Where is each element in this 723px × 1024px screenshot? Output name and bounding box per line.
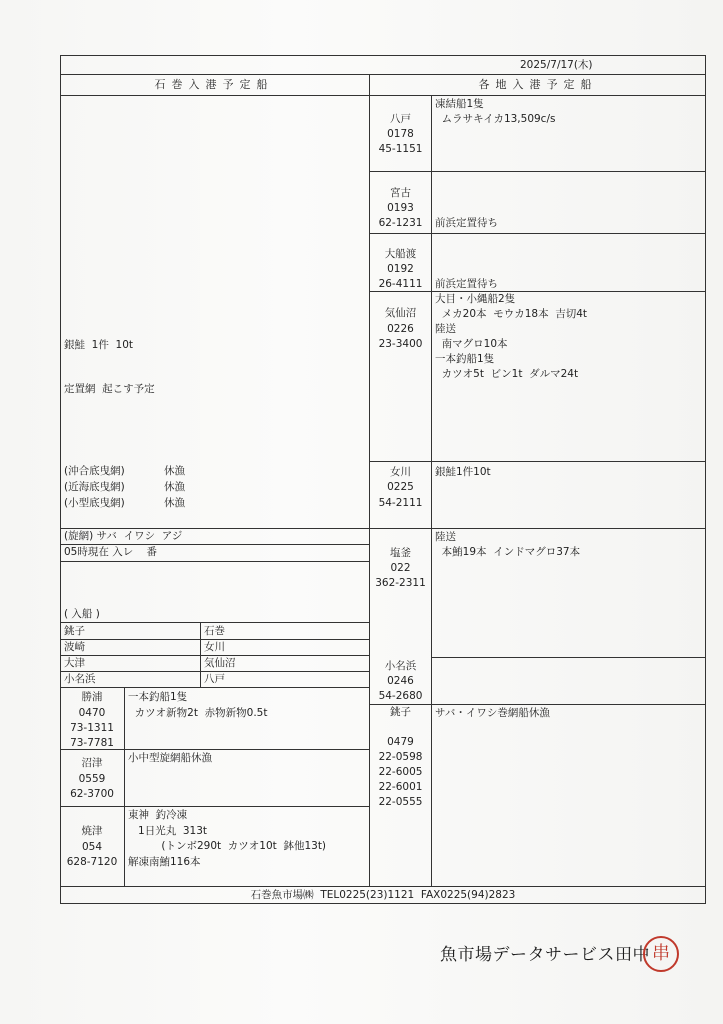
trawl-status: 休漁 (164, 481, 185, 493)
port-note: 南マグロ10本 (435, 338, 508, 350)
port-note: 東神 釣冷凍 (128, 809, 188, 821)
port-note: 一本釣船1隻 (128, 691, 188, 703)
arrival-port: 大津 (64, 657, 85, 669)
divider (60, 561, 369, 562)
arrival-port: 八戸 (204, 673, 225, 685)
port-name-onagawa: 女川 (390, 466, 411, 478)
silver-salmon-line: 銀鮭 1件 10t (64, 339, 134, 351)
trawl-label: (小型底曳網) (64, 497, 125, 509)
port-note: 解凍南鮪116本 (128, 856, 201, 868)
port-phone: 054 (81, 841, 103, 853)
port-note: 本鮪19本 インドマグロ37本 (435, 546, 581, 558)
port-name-shiogama: 塩釜 (390, 547, 411, 559)
port-phone: 22-0555 (378, 796, 423, 808)
port-name-ofunato: 大船渡 (384, 248, 417, 260)
brand-signature: 魚市場データサービス田中 (440, 945, 650, 965)
port-note: 前浜定置待ち (435, 217, 498, 229)
port-phone: 22-0598 (378, 751, 423, 763)
port-note: サバ・イワシ巻網船休漁 (435, 707, 550, 719)
port-phone: 362-2311 (375, 577, 426, 589)
port-phone: 26-4111 (378, 278, 423, 290)
port-note: メカ20本 モウカ18本 吉切4t (435, 308, 588, 320)
trawl-label: (沖合底曳網) (64, 465, 125, 477)
divider (60, 749, 369, 750)
port-column-divider (431, 95, 432, 887)
local-port-divider (124, 687, 125, 887)
divider (60, 622, 369, 623)
divider (60, 886, 706, 887)
port-phone: 45-1151 (378, 143, 423, 155)
regional-header: 各地入港予定船 (478, 78, 598, 91)
port-name-hachinohe: 八戸 (390, 113, 411, 125)
time-status-line: 05時現在 入レ 番 (64, 546, 158, 558)
set-net-line: 定置網 起こす予定 (64, 383, 155, 395)
port-phone: 62-1231 (378, 217, 423, 229)
port-name-numazu: 沼津 (81, 757, 103, 769)
port-note: 小中型旋網船休漁 (128, 752, 212, 764)
port-phone: 23-3400 (378, 338, 423, 350)
seal-stamp: 串 (643, 936, 679, 972)
port-phone: 54-2111 (378, 497, 423, 509)
port-phone: 0193 (387, 202, 414, 214)
divider (369, 528, 706, 529)
divider (60, 95, 706, 96)
port-phone: 0246 (387, 675, 414, 687)
port-note: 大目・小縄船2隻 (435, 293, 516, 305)
port-phone: 0192 (387, 263, 414, 275)
trawl-status: 休漁 (164, 465, 185, 477)
port-name-miyako: 宮古 (390, 187, 411, 199)
arrival-port: 小名浜 (64, 673, 96, 685)
port-phone: 22-6001 (378, 781, 423, 793)
port-phone: 54-2680 (378, 690, 423, 702)
port-phone: 0470 (78, 707, 106, 719)
port-phone: 628-7120 (66, 856, 118, 868)
port-note: 陸送 (435, 323, 456, 335)
port-name-yaizu: 焼津 (81, 825, 103, 837)
arrival-port: 波崎 (64, 641, 85, 653)
port-phone: 0479 (387, 736, 414, 748)
arrival-port: 女川 (204, 641, 225, 653)
divider (60, 806, 369, 807)
port-phone: 0178 (387, 128, 414, 140)
arrival-port: 銚子 (64, 625, 85, 637)
divider (431, 657, 706, 658)
port-name-kesennuma: 気仙沼 (384, 307, 417, 319)
divider (369, 291, 706, 292)
port-note: 銀鮭1件10t (435, 466, 491, 478)
port-name-choshi: 銚子 (390, 706, 411, 718)
port-note: 一本釣船1隻 (435, 353, 495, 365)
port-note: (トンボ290t カツオ10t 鉢他13t) (128, 840, 327, 852)
port-phone: 0559 (78, 773, 106, 785)
port-phone: 73-1311 (70, 722, 114, 734)
port-name-onahama: 小名浜 (384, 660, 417, 672)
port-note: 1日光丸 313t (128, 825, 208, 837)
port-phone: 62-3700 (70, 788, 114, 800)
footer-contact: 石巻魚市場㈱ TEL0225(23)1121 FAX0225(94)2823 (250, 889, 516, 901)
port-note: 凍結船1隻 (435, 98, 484, 110)
arrival-port: 石巻 (204, 625, 225, 637)
trawl-label: (近海底曳網) (64, 481, 125, 493)
port-phone: 73-7781 (70, 737, 114, 749)
trawl-status: 休漁 (164, 497, 185, 509)
port-phone: 0225 (387, 481, 414, 493)
port-phone: 022 (390, 562, 411, 574)
port-note: ムラサキイカ13,509c/s (435, 113, 556, 125)
divider (369, 233, 706, 234)
divider (369, 461, 706, 462)
port-note: カツオ5t ビン1t ダルマ24t (435, 368, 579, 380)
divider (60, 687, 369, 688)
purse-seine-line: (旋網) サバ イワシ アジ (64, 530, 183, 542)
port-note: 前浜定置待ち (435, 278, 498, 290)
port-name-katsuura: 勝浦 (81, 691, 103, 703)
port-note: カツオ新物2t 赤物新物0.5t (128, 707, 268, 719)
divider (369, 171, 706, 172)
port-note: 陸送 (435, 531, 456, 543)
ishinomaki-header: 石巻入港予定船 (154, 78, 274, 91)
divider (60, 74, 706, 75)
port-phone: 22-6005 (378, 766, 423, 778)
arrival-port: 気仙沼 (204, 657, 236, 669)
arrivals-label: ( 入船 ) (64, 608, 100, 620)
port-phone: 0226 (387, 323, 414, 335)
report-date: 2025/7/17(木) (520, 59, 593, 71)
